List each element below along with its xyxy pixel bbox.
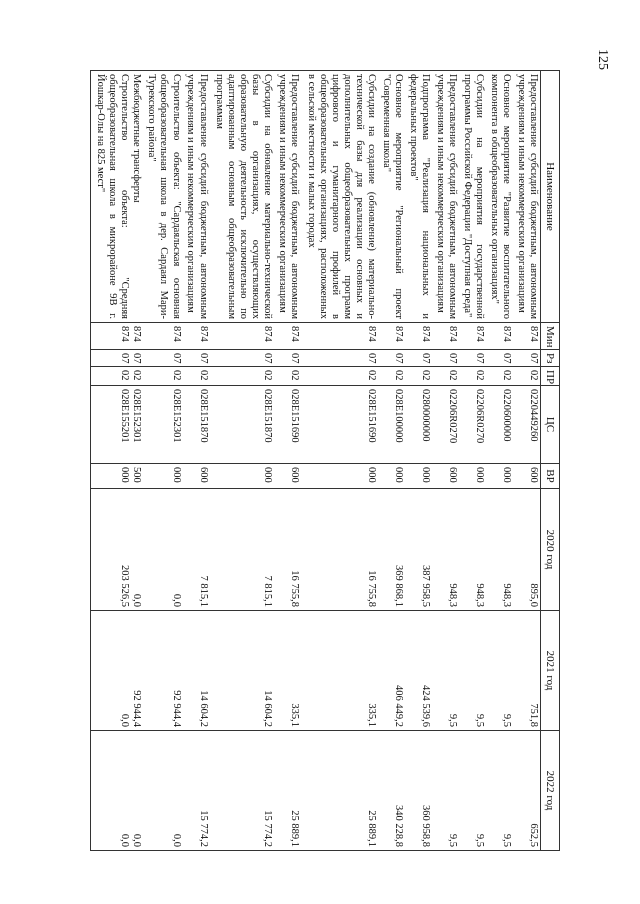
row-pr: 02 [210, 367, 274, 386]
table-row [486, 71, 513, 851]
row-pr: 02 [486, 367, 513, 386]
row-cs: 0280000000 [405, 386, 432, 464]
row-vr [91, 464, 144, 489]
row-vr: 600 [513, 464, 541, 489]
header-cs: ЦС [541, 386, 560, 464]
row-2022: 360 958,8 [405, 731, 432, 851]
row-name: Подпрограмма "Реализация национальных и федеральных проектов" [405, 71, 432, 323]
row-cs: 0220600000 [486, 386, 513, 464]
row-name-part: Межбюджетные трансферты [131, 74, 143, 203]
row-min: 874 [378, 323, 405, 350]
row-rz: 07 [405, 350, 432, 367]
row-vr: 000 [459, 464, 486, 489]
row-cs: 0220449260 [513, 386, 541, 464]
header-pr: ПР [541, 367, 560, 386]
row-min: 874 [143, 323, 182, 350]
row-rz [91, 350, 144, 367]
row-vr: 000 [486, 464, 513, 489]
row-rz: 07 [513, 350, 541, 367]
row-min: 874 [210, 323, 274, 350]
row-pr-part: 02 [131, 370, 143, 381]
row-min-part: 874 [118, 326, 130, 342]
table-row [91, 71, 144, 851]
row-2020: 16 755,8 [301, 489, 378, 611]
row-name: Субсидии на создание (обновление) материально-технической базы для реализации основных и дополнительных общеобразовательных программ цифрового и гуманитарного профилей в общеобразовательных организациях, расположенных в сельской местности и малых городах [301, 71, 378, 323]
row-pr: 02 [301, 367, 378, 386]
header-rz: Рз [541, 350, 560, 367]
row-pr: 02 [432, 367, 459, 386]
header-vr: ВР [541, 464, 560, 489]
row-name: Предоставление субсидий бюджетным, автономным учреждениям и иным некоммерческим организациям [274, 71, 301, 323]
row-2020: 369 868,1 [378, 489, 405, 611]
row-name: Предоставление субсидий бюджетным, автономным учреждениям и иным некоммерческим организациям [513, 71, 541, 323]
row-pr-part: 02 [118, 370, 130, 381]
row-vr: 000 [143, 464, 182, 489]
row-rz: 07 [210, 350, 274, 367]
row-2021-part: 0,0 [118, 713, 130, 727]
row-cs: 028E151690 [274, 386, 301, 464]
row-2022: 25 889,1 [274, 731, 301, 851]
row-min: 874 [486, 323, 513, 350]
row-2022: 25 889,1 [301, 731, 378, 851]
row-2022: 9,5 [459, 731, 486, 851]
header-min: Мин [541, 323, 560, 350]
row-cs: 028E151870 [183, 386, 210, 464]
row-rz: 07 [143, 350, 182, 367]
row-name: Субсидии на мероприятия государственной программы Российской Федерации "Доступная среда" [459, 71, 486, 323]
row-2022: 0,0 [143, 731, 182, 851]
row-2021: 92 944,4 [143, 611, 182, 731]
table-row [183, 71, 210, 851]
row-min: 874 [405, 323, 432, 350]
row-rz: 07 [183, 350, 210, 367]
header-name: Наименование [541, 71, 560, 323]
row-2022 [91, 731, 144, 851]
row-name: Предоставление субсидий бюджетным, автономным учреждениям и иным некоммерческим организациям [432, 71, 459, 323]
row-name: Предоставление субсидий бюджетным, автономным учреждениям и иным некоммерческим организациям [183, 71, 210, 323]
row-name: Основное мероприятие "Развитие воспитательного компонента в общеобразовательных организациях" [486, 71, 513, 323]
header-2022: 2022 год [541, 731, 560, 851]
row-rz: 07 [301, 350, 378, 367]
row-2021: 9,5 [459, 611, 486, 731]
row-name: Субсидии на обновление материально-технической базы в организациях, осуществляющих образовательную деятельность исключительно по адаптированным основным общеобразовательным программам [210, 71, 274, 323]
row-vr: 600 [274, 464, 301, 489]
row-vr: 000 [210, 464, 274, 489]
row-min: 874 [274, 323, 301, 350]
row-2020: 7 815,1 [210, 489, 274, 611]
row-pr: 02 [513, 367, 541, 386]
row-cs-part: 028E155201 [118, 389, 130, 443]
row-2022-part: 0,0 [118, 833, 130, 847]
row-min [91, 323, 144, 350]
row-pr: 02 [183, 367, 210, 386]
row-pr: 02 [274, 367, 301, 386]
budget-table [90, 70, 560, 851]
row-cs: 02206R0270 [432, 386, 459, 464]
row-2022: 15 774,2 [183, 731, 210, 851]
table-row [432, 71, 459, 851]
row-2020: 7 815,1 [183, 489, 210, 611]
row-min: 874 [301, 323, 378, 350]
row-2021-part: 92 944,4 [131, 690, 143, 727]
table-row [513, 71, 541, 851]
row-2022: 9,5 [432, 731, 459, 851]
row-2021: 406 449,2 [378, 611, 405, 731]
row-vr: 000 [301, 464, 378, 489]
row-rz: 07 [459, 350, 486, 367]
row-2020: 948,3 [432, 489, 459, 611]
row-2021: 751,8 [513, 611, 541, 731]
row-2020: 0,0 [143, 489, 182, 611]
row-2022: 9,5 [486, 731, 513, 851]
row-2021: 424 539,6 [405, 611, 432, 731]
row-rz: 07 [486, 350, 513, 367]
table-row [210, 71, 274, 851]
row-vr: 000 [405, 464, 432, 489]
row-2020 [91, 489, 144, 611]
row-rz-part: 07 [118, 353, 130, 364]
row-2020-part: 0,0 [131, 593, 143, 607]
row-rz-part: 07 [131, 353, 143, 364]
table-row [143, 71, 182, 851]
page-number: 125 [595, 49, 610, 70]
table-row [274, 71, 301, 851]
row-2021: 14 604,2 [183, 611, 210, 731]
row-2021: 9,5 [486, 611, 513, 731]
row-pr [91, 367, 144, 386]
row-2020-part: 203 526,5 [118, 565, 130, 607]
row-2020: 16 755,8 [274, 489, 301, 611]
row-vr-part: 000 [118, 467, 130, 483]
row-pr: 02 [405, 367, 432, 386]
row-min: 874 [513, 323, 541, 350]
row-vr: 600 [183, 464, 210, 489]
row-rz: 07 [432, 350, 459, 367]
table-row [378, 71, 405, 851]
row-pr: 02 [143, 367, 182, 386]
row-min-part: 874 [131, 326, 143, 342]
row-vr: 600 [432, 464, 459, 489]
row-cs-part: 028E152301 [131, 389, 143, 443]
row-cs: 028E151690 [301, 386, 378, 464]
row-rz: 07 [274, 350, 301, 367]
row-2021: 335,1 [301, 611, 378, 731]
row-2022: 340 228,8 [378, 731, 405, 851]
row-pr: 02 [378, 367, 405, 386]
table-row [301, 71, 378, 851]
row-pr: 02 [459, 367, 486, 386]
table-row [405, 71, 432, 851]
row-2020: 948,3 [486, 489, 513, 611]
row-cs: 028E152301 [143, 386, 182, 464]
row-2021: 14 604,2 [210, 611, 274, 731]
row-min: 874 [183, 323, 210, 350]
row-min: 874 [432, 323, 459, 350]
row-name-part: Строительство объекта: "Средняя общеобразовательная школа в микрорайоне 9В г. Йошкар-Олы на 825 мест" [94, 74, 130, 319]
table-row [459, 71, 486, 851]
row-cs [91, 386, 144, 464]
row-name: Строительство объекта: "Сардаяльская основная общеобразовательная школа в дер. Сардаял Мари-Турекского района" [143, 71, 182, 323]
row-2020: 948,3 [459, 489, 486, 611]
row-2022: 652,5 [513, 731, 541, 851]
row-2021 [91, 611, 144, 731]
row-vr: 000 [378, 464, 405, 489]
row-min: 874 [459, 323, 486, 350]
rotated-table-container [90, 70, 560, 850]
row-name: Основное мероприятие "Региональный проект "Современная школа" [378, 71, 405, 323]
row-vr-part: 500 [131, 467, 143, 483]
row-2022: 15 774,2 [210, 731, 274, 851]
row-name [91, 71, 144, 323]
row-cs: 028E151870 [210, 386, 274, 464]
row-2021: 9,5 [432, 611, 459, 731]
table-header-row [541, 71, 560, 851]
row-2021: 335,1 [274, 611, 301, 731]
header-2021: 2021 год [541, 611, 560, 731]
header-2020: 2020 год [541, 489, 560, 611]
row-2022-part: 0,0 [131, 833, 143, 847]
row-rz: 07 [378, 350, 405, 367]
row-cs: 028E100000 [378, 386, 405, 464]
row-2020: 895,0 [513, 489, 541, 611]
row-2020: 387 958,5 [405, 489, 432, 611]
row-cs: 02206R0270 [459, 386, 486, 464]
